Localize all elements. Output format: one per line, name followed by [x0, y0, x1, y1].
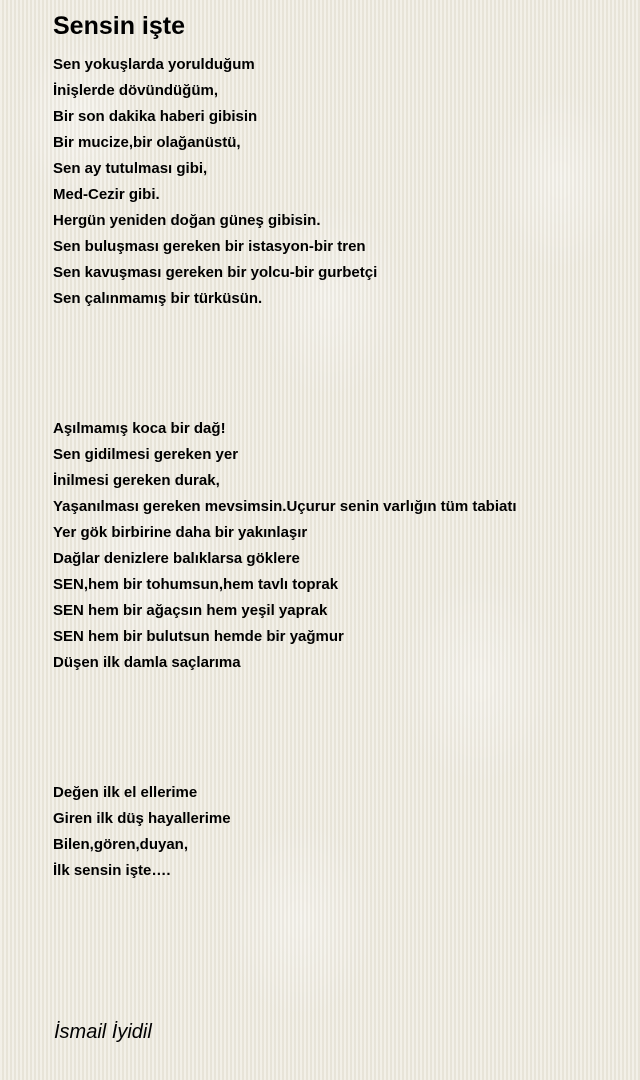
poem-line: SEN hem bir bulutsun hemde bir yağmur	[53, 628, 344, 645]
poem-line: Sen yokuşlarda yorulduğum	[53, 56, 255, 73]
poem-line: İnişlerde dövündüğüm,	[53, 82, 219, 99]
poem-line: Sen ay tutulması gibi,	[53, 160, 208, 177]
poem-line: Med-Cezir gibi.	[53, 186, 160, 203]
poem-line: Dağlar denizlere balıklarsa göklere	[53, 550, 300, 567]
stanza-3	[53, 780, 633, 884]
poem-line: Bilen,gören,duyan,	[53, 836, 189, 853]
poem-line: Yaşanılması gereken mevsimsin.Uçurur senin varlığın tüm tabiatı	[53, 498, 517, 515]
poem-line: Bir mucize,bir olağanüstü,	[53, 134, 241, 151]
stanza-gap	[53, 312, 633, 416]
poem-line: SEN,hem bir tohumsun,hem tavlı toprak	[53, 576, 339, 593]
poem-line: Yer gök birbirine daha bir yakınlaşır	[53, 524, 308, 541]
poem-line: Değen ilk el ellerime	[53, 784, 198, 801]
poem-line: Sen buluşması gereken bir istasyon-bir tren	[53, 238, 366, 255]
poem-line: Sen çalınmamış bir türküsün.	[53, 290, 263, 307]
poem-line: Sen gidilmesi gereken yer	[53, 446, 239, 463]
poem-line: Bir son dakika haberi gibisin	[53, 108, 258, 125]
poem-line: Giren ilk düş hayallerime	[53, 810, 231, 827]
poem-line: İnilmesi gereken durak,	[53, 472, 220, 489]
stanza-2	[53, 416, 633, 676]
poem-line: SEN hem bir ağaçsın hem yeşil yaprak	[53, 602, 328, 619]
poem-author: İsmail İyidil	[54, 1021, 152, 1043]
poem-page	[53, 10, 633, 884]
poem-line: Düşen ilk damla saçlarıma	[53, 654, 241, 671]
poem-line: İlk sensin işte….	[53, 862, 171, 879]
poem-line: Aşılmamış koca bir dağ!	[53, 420, 226, 437]
stanza-gap	[53, 676, 633, 780]
poem-title: Sensin işte	[53, 12, 185, 40]
stanza-1	[53, 52, 633, 312]
poem-line: Hergün yeniden doğan güneş gibisin.	[53, 212, 321, 229]
poem-line: Sen kavuşması gereken bir yolcu-bir gurbetçi	[53, 264, 378, 281]
